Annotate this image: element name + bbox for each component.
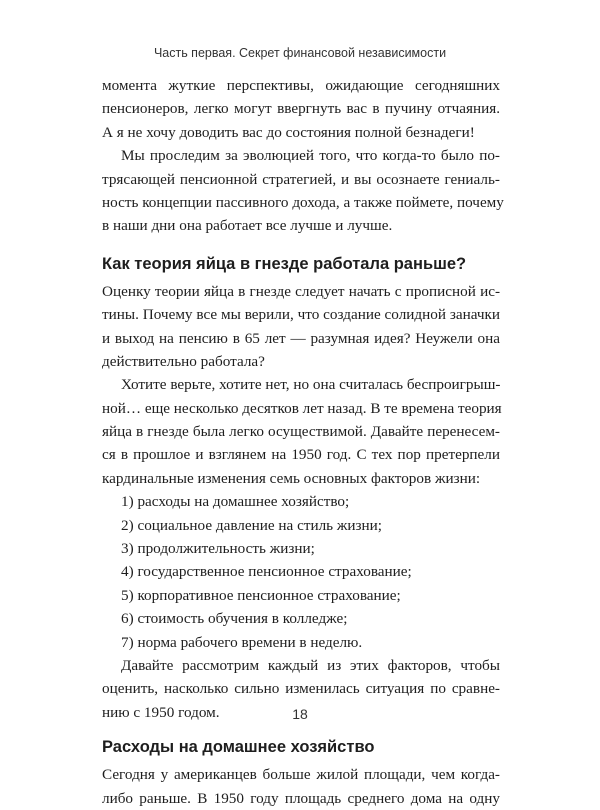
text-line: Сегодня у американцев больше жилой площади, чем когда-: [102, 766, 500, 784]
section-heading: Как теория яйца в гнезде работала раньше?: [102, 254, 467, 273]
section-heading: Расходы на домашнее хозяйство: [102, 738, 375, 757]
text-line: и выход на пенсию в 65 лет — разумная идея? Неужели она: [102, 329, 500, 347]
list-item: 3) продолжительность жизни;: [121, 540, 315, 558]
text-line: действительно работала?: [102, 352, 265, 370]
text-line: либо раньше. В 1950 году площадь среднего дома на одну: [102, 789, 500, 807]
list-item: 2) социальное давление на стиль жизни;: [121, 516, 382, 534]
text-line: в наши дни она работает все лучше и лучше.: [102, 217, 393, 235]
list-item: 4) государственное пенсионное страхование;: [121, 563, 412, 581]
text-line: А я не хочу доводить вас до состояния полной безнадеги!: [102, 123, 475, 141]
text-line: ность концепции пассивного дохода, а также поймете, почему: [102, 193, 504, 211]
running-head: Часть первая. Секрет финансовой независимости: [153, 46, 447, 60]
page-number: 18: [292, 706, 308, 722]
text-line: оценить, насколько сильно изменилась ситуация по сравне-: [102, 680, 500, 698]
text-line: Оценку теории яйца в гнезде следует начать с прописной ис-: [102, 282, 500, 300]
text-line: яйца в гнезде была легко осуществимой. Давайте перенесем-: [102, 423, 500, 441]
text-line: пенсионеров, легко могут ввергнуть вас в пучину отчаяния.: [102, 100, 500, 118]
list-item: 5) корпоративное пенсионное страхование;: [121, 586, 401, 604]
text-line: Давайте рассмотрим каждый из этих факторов, чтобы: [121, 656, 500, 674]
text-line: момента жуткие перспективы, ожидающие сегодняшних: [102, 77, 500, 94]
page-body: [102, 74, 504, 810]
text-line: ной… еще несколько десятков лет назад. В те времена теория: [102, 399, 502, 417]
text-line: трясающей пенсионной стратегией, и вы осознаете гениаль-: [102, 170, 500, 188]
text-line: ся в прошлое и взглянем на 1950 год. С тех пор претерпели: [102, 446, 500, 464]
text-line: тины. Почему все мы верили, что создание солидной заначки: [102, 306, 500, 324]
text-line: нию с 1950 годом.: [102, 703, 220, 721]
list-item: 7) норма рабочего времени в неделю.: [121, 633, 363, 651]
text-line: Хотите верьте, хотите нет, но она считалась беспроигрыш-: [121, 376, 501, 394]
list-item: 1) расходы на домашнее хозяйство;: [121, 493, 350, 511]
text-line: кардинальные изменения семь основных факторов жизни:: [102, 469, 481, 487]
list-item: 6) стоимость обучения в колледже;: [121, 610, 348, 628]
text-line: Мы проследим за эволюцией того, что когда-то было по-: [121, 147, 500, 165]
